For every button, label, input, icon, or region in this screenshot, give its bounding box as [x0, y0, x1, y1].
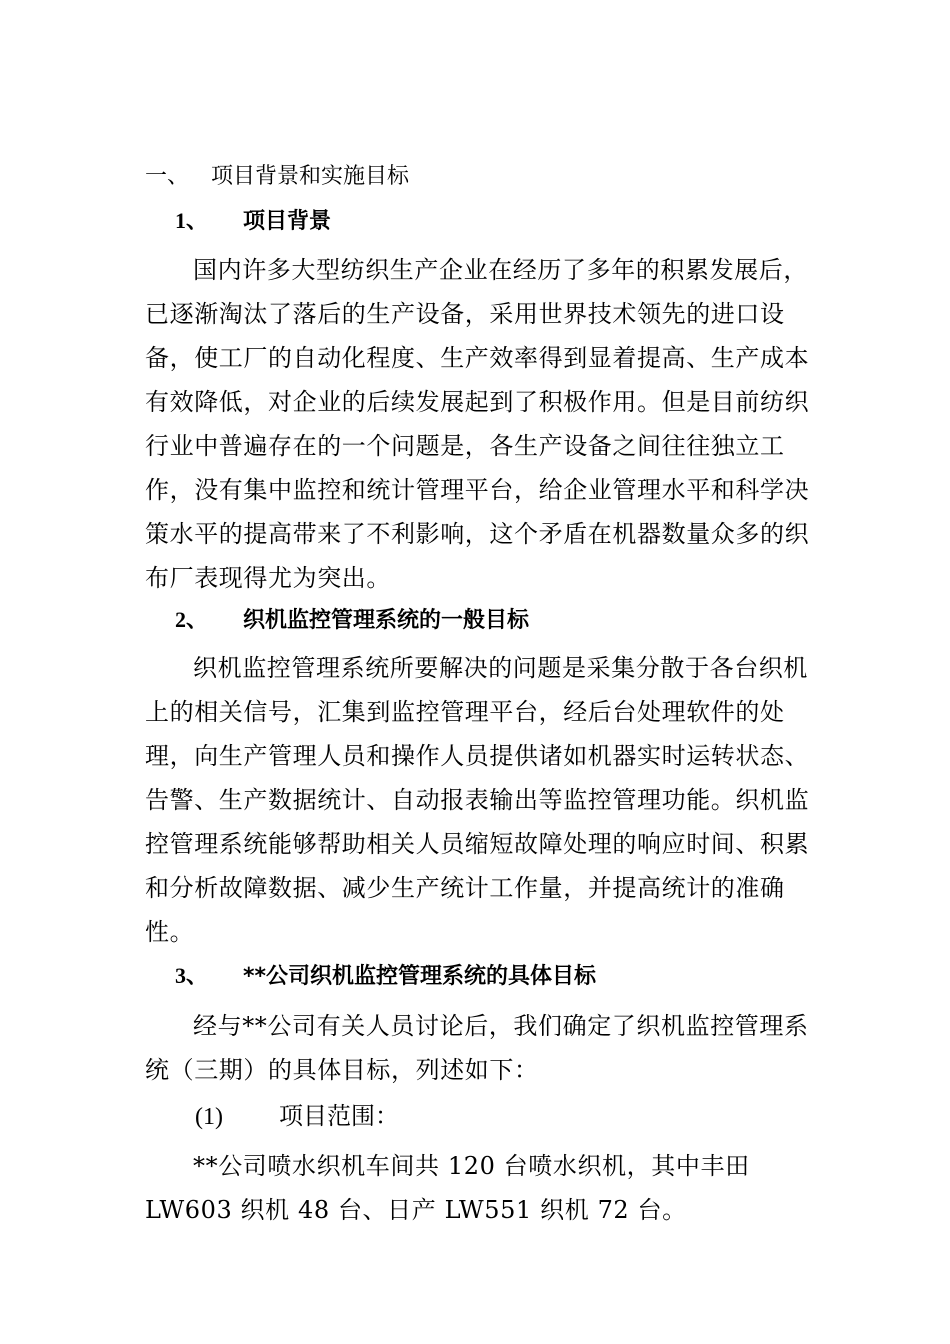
- section-heading-1: [175, 205, 331, 238]
- section-title: **公司织机监控管理系统的具体目标: [243, 964, 597, 989]
- chapter-number: 一、: [145, 163, 190, 188]
- final-paragraph: **公司喷水织机车间共 120 台喷水织机，其中丰田 LW603 织机 48 台、日产 LW551 织机 72 台。: [145, 1152, 750, 1224]
- section-paragraph-1: 国内许多大型纺织生产企业在经历了多年的积累发展后，已逐渐淘汰了落后的生产设备，采用世界技术领先的进口设备，使工厂的自动化程度、生产效率得到显着提高、生产成本有效降低，对企业的后续发展起到了积极作用。但是目前纺织行业中普遍存在的一个问题是，各生产设备之间往往独立工作，没有集中监控和统计管理平台，给企业管理水平和科学决策水平的提高带来了不利影响，这个矛盾在机器数量众多的织布厂表现得尤为突出。: [145, 256, 810, 592]
- subsection-title: 项目范围：: [279, 1102, 399, 1130]
- section-title: 织机监控管理系统的一般目标: [243, 608, 530, 633]
- chapter-heading: [145, 160, 409, 193]
- section-paragraph-3: 经与**公司有关人员讨论后，我们确定了织机监控管理系统（三期）的具体目标，列述如下：: [145, 1012, 809, 1084]
- section-number: 1、: [175, 208, 209, 233]
- section-number: 3、: [175, 963, 209, 988]
- chapter-title: 项目背景和实施目标: [211, 164, 410, 189]
- section-title: 项目背景: [243, 209, 332, 234]
- section-heading-2: [175, 604, 529, 637]
- subsection-number: (1): [195, 1104, 223, 1130]
- subsection-heading: [195, 1096, 399, 1137]
- section-heading-3: [175, 960, 596, 993]
- section-paragraph-2: 织机监控管理系统所要解决的问题是采集分散于各台织机上的相关信号，汇集到监控管理平台，经后台处理软件的处理，向生产管理人员和操作人员提供诸如机器实时运转状态、告警、生产数据统计、自动报表输出等监控管理功能。织机监控管理系统能够帮助相关人员缩短故障处理的响应时间、积累和分析故障数据、减少生产统计工作量，并提高统计的准确性。: [145, 654, 810, 946]
- section-number: 2、: [175, 607, 209, 632]
